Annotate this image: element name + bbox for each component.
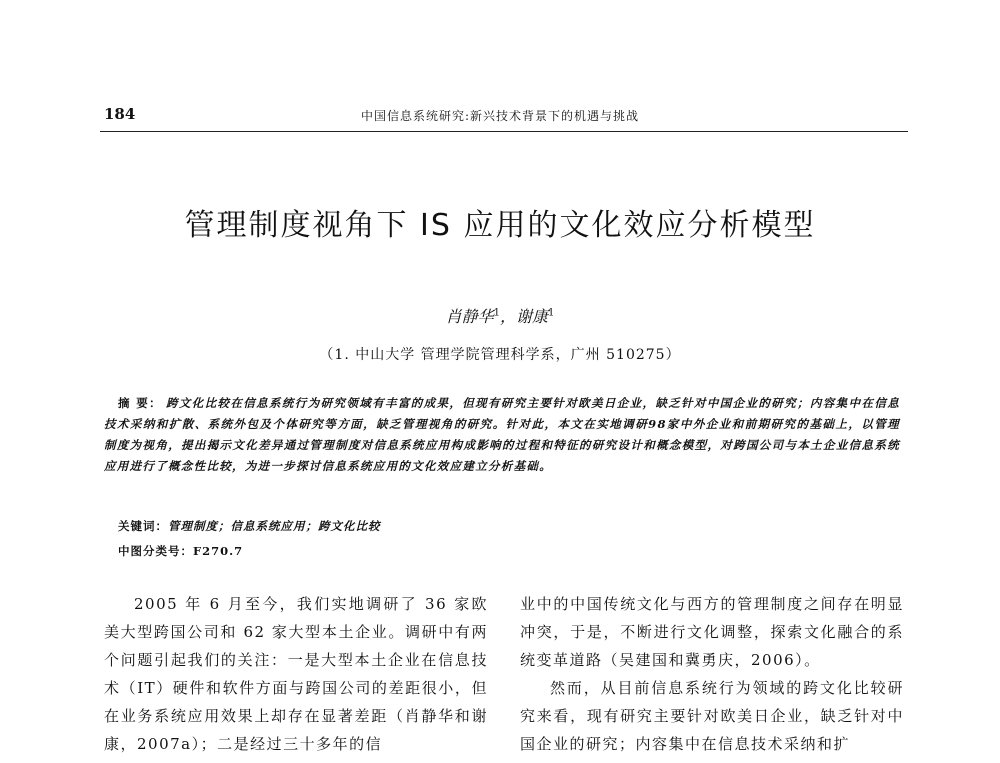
- author-2-affiliation-mark: 1: [548, 307, 555, 319]
- author-1-affiliation-mark: 1: [493, 307, 500, 319]
- classification-label: 中图分类号：: [118, 544, 193, 558]
- author-1: 肖静华: [445, 307, 494, 326]
- body-paragraph: 业中的中国传统文化与西方的管理制度之间存在明显冲突，于是，不断进行文化调整，探索文化融合的系统变革道路（吴建国和冀勇庆，2006）。: [520, 595, 904, 669]
- running-title: 中国信息系统研究:新兴技术背景下的机遇与挑战: [360, 109, 640, 123]
- paper-title: 管理制度视角下 IS 应用的文化效应分析模型: [184, 208, 816, 243]
- keywords: [118, 518, 381, 534]
- body-paragraph: 然而，从目前信息系统行为领域的跨文化比较研究来看，现有研究主要针对欧美日企业，缺乏针对中国企业的研究；内容集中在信息技术采纳和扩: [520, 679, 904, 753]
- body-right-column: [520, 590, 904, 758]
- body-paragraph: 2005 年 6 月至今，我们实地调研了 36 家欧美大型跨国公司和 62 家大型本土企业。调研中有两个问题引起我们的关注：一是大型本土企业在信息技术（IT）硬件和软件方面与跨国公司的差距很小，但在业务系统应用效果上却存在显著差距（肖静华和谢康，2007a）；二是经过三十多年的信: [104, 595, 488, 753]
- keywords-label: 关键词：: [118, 519, 168, 533]
- abstract-label: 摘 要：: [118, 396, 163, 410]
- page-number: 184: [104, 105, 136, 123]
- classification-text: F270.7: [193, 544, 244, 558]
- affiliation: （1. 中山大学 管理学院管理科学系，广州 510275）: [319, 347, 681, 363]
- classification-number: [118, 543, 243, 559]
- author-2: 谢康: [516, 307, 549, 326]
- body-left-column: [104, 590, 488, 758]
- header-rule: [100, 131, 908, 132]
- authors: [350, 304, 650, 327]
- abstract: [104, 393, 900, 477]
- abstract-text: 跨文化比较在信息系统行为研究领域有丰富的成果，但现有研究主要针对欧美日企业，缺乏针对中国企业的研究；内容集中在信息技术采纳和扩散、系统外包及个体研究等方面，缺乏管理视角的研究。针对此，本文在实地调研98家中外企业和前期研究的基础上，以管理制度为视角，提出揭示文化差异通过管理制度对信息系统应用构成影响的过程和特征的研究设计和概念模型，对跨国公司与本土企业信息系统应用进行了概念性比较，为进一步探讨信息系统应用的文化效应建立分析基础。: [104, 396, 900, 473]
- author-separator: ，: [499, 307, 516, 326]
- keywords-text: 管理制度；信息系统应用；跨文化比较: [168, 519, 381, 533]
